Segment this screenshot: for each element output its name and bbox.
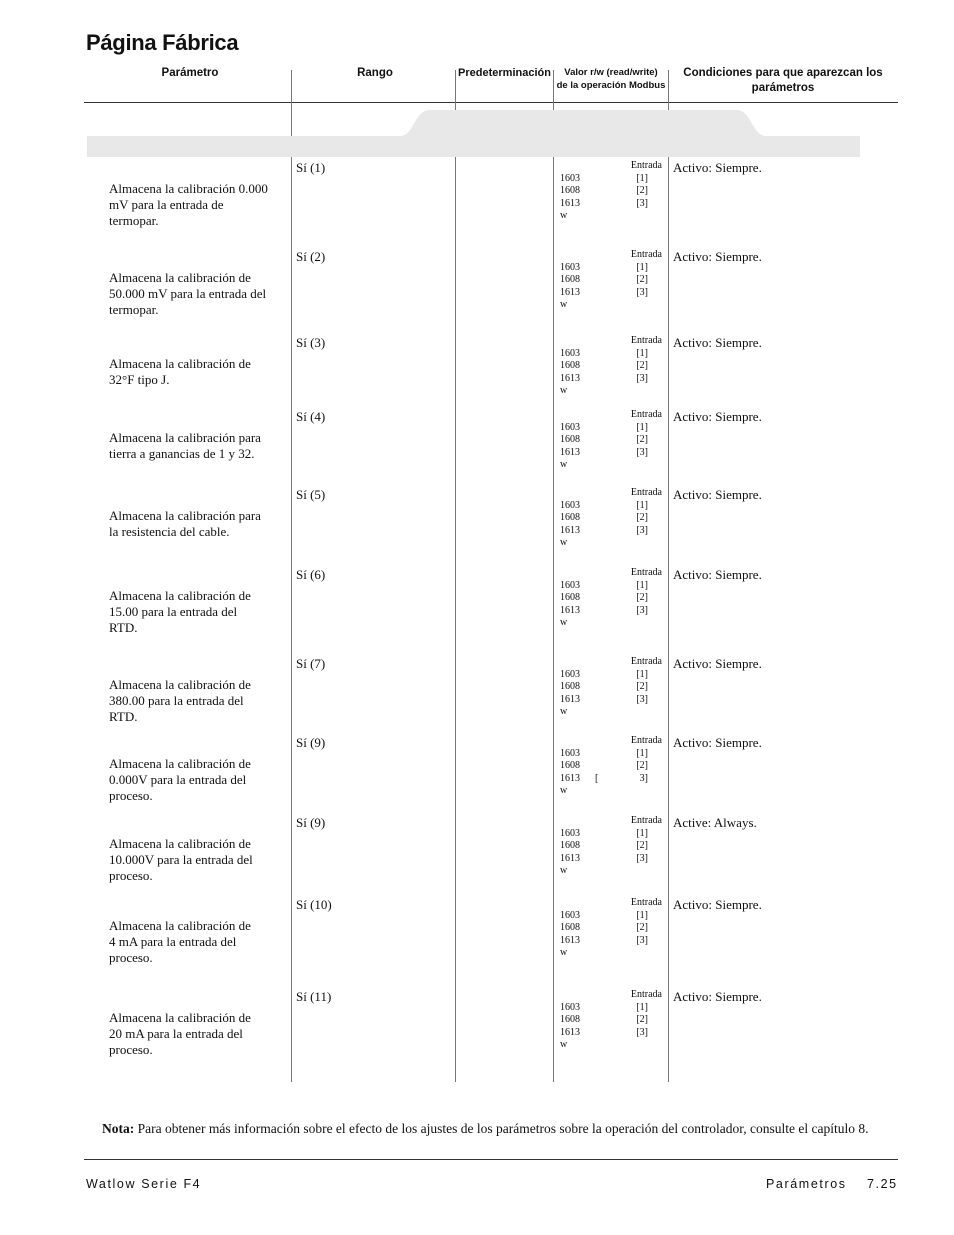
description-line: 4 mA para la entrada del [109, 934, 237, 949]
modbus-register-address: 1603 [560, 747, 580, 759]
modbus-register-row [560, 592, 648, 605]
modbus-register-row [560, 500, 648, 513]
range-value: Sí (10) [296, 897, 332, 912]
display-condition: Activo: Siempre. [673, 897, 762, 912]
description-line: Almacena la calibración de [109, 756, 251, 771]
modbus-input-index: [3] [636, 446, 648, 458]
display-condition: Activo: Siempre. [673, 656, 762, 671]
display-condition: Activo: Siempre. [673, 487, 762, 502]
footer-section: Parámetros [766, 1177, 847, 1191]
description-line: Almacena la calibración para [109, 508, 261, 523]
modbus-input-index: [3] [636, 524, 648, 536]
modbus-values [560, 656, 662, 716]
modbus-entrada-label: Entrada [630, 335, 662, 346]
modbus-stray-bracket: [ [595, 772, 599, 784]
modbus-register-address: 1608 [560, 922, 580, 933]
modbus-input-index: [3] [636, 604, 648, 616]
modbus-input-index: [2] [636, 760, 648, 771]
modbus-register-address: 1613 [560, 524, 580, 536]
modbus-register-row [560, 840, 648, 853]
display-condition: Activo: Siempre. [673, 567, 762, 582]
modbus-register-row [560, 434, 648, 447]
modbus-register-address: 1603 [560, 347, 580, 359]
modbus-entrada-label: Entrada [630, 160, 662, 171]
modbus-register-row [560, 828, 648, 841]
modbus-rw-flag: w [560, 537, 568, 548]
header-parametro: Parámetro [161, 67, 219, 79]
modbus-register-row [560, 694, 648, 707]
description-line: Almacena la calibración de [109, 918, 251, 933]
modbus-register-address: 1603 [560, 172, 580, 184]
display-condition: Activo: Siempre. [673, 409, 762, 424]
modbus-register-row [560, 262, 648, 275]
modbus-entrada-label: Entrada [630, 897, 662, 908]
modbus-register-address: 1613 [560, 197, 580, 209]
modbus-input-index: 3] [639, 772, 648, 784]
modbus-register-row [560, 287, 648, 300]
modbus-input-index: [1] [636, 747, 648, 759]
parameter-description [109, 588, 291, 636]
modbus-register-row [560, 853, 648, 866]
modbus-rw-flag: w [560, 1039, 568, 1050]
modbus-register-row [560, 773, 648, 786]
modbus-rw-flag: w [560, 385, 568, 396]
modbus-input-index: [1] [636, 261, 648, 273]
description-line: Almacena la calibración para [109, 430, 261, 445]
display-condition: Activo: Siempre. [673, 160, 762, 175]
modbus-register-address: 1608 [560, 274, 580, 285]
modbus-input-index: [2] [636, 360, 648, 371]
modbus-input-index: [1] [636, 421, 648, 433]
modbus-input-index: [3] [636, 693, 648, 705]
header-modbus-line-1: Valor r/w (read/write) [564, 67, 658, 78]
range-value: Sí (3) [296, 335, 326, 350]
modbus-input-index: [1] [636, 668, 648, 680]
modbus-register-address: 1608 [560, 360, 580, 371]
modbus-rw-flag: w [560, 459, 568, 470]
description-line: termopar. [109, 302, 159, 317]
modbus-input-index: [1] [636, 347, 648, 359]
parameter-description [109, 508, 291, 540]
modbus-rw-flag: w [560, 785, 568, 796]
description-line: tierra a ganancias de 1 y 32. [109, 446, 255, 461]
section-tab [400, 110, 766, 136]
modbus-register-row [560, 922, 648, 935]
modbus-values [560, 335, 662, 395]
modbus-input-index: [3] [636, 286, 648, 298]
modbus-entrada-label: Entrada [630, 409, 662, 420]
range-value: Sí (9) [296, 815, 326, 830]
modbus-input-index: [1] [636, 172, 648, 184]
modbus-register-address: 1603 [560, 668, 580, 680]
modbus-values [560, 897, 662, 957]
note-text: Para obtener más información sobre el efecto de los ajustes de los parámetros sobre la operación del controlador, consulte el capítulo 8. [134, 1121, 869, 1136]
display-condition: Active: Always. [673, 815, 757, 830]
header-modbus-line-2: de la operación Modbus [556, 80, 666, 91]
column-divider-2 [455, 70, 456, 1082]
modbus-register-row [560, 1002, 648, 1015]
modbus-register-row [560, 935, 648, 948]
header-condiciones-line-1: Condiciones para que aparezcan los [683, 67, 883, 79]
description-line: 0.000V para la entrada del [109, 772, 247, 787]
header-predeterminacion: Predeterminación [458, 67, 551, 79]
footer-page-number: 7.25 [867, 1177, 898, 1191]
modbus-values [560, 567, 662, 627]
header-modbus [554, 66, 668, 92]
modbus-rw-flag: w [560, 617, 568, 628]
modbus-input-index: [1] [636, 1001, 648, 1013]
modbus-register-address: 1603 [560, 579, 580, 591]
description-line: Almacena la calibración de [109, 1010, 251, 1025]
description-line: 15.00 para la entrada del [109, 604, 238, 619]
section-band [87, 136, 860, 157]
column-divider-3 [553, 70, 554, 1082]
modbus-input-index: [2] [636, 185, 648, 196]
modbus-input-index: [2] [636, 434, 648, 445]
modbus-input-index: [2] [636, 512, 648, 523]
description-line: termopar. [109, 213, 159, 228]
modbus-register-address: 1603 [560, 909, 580, 921]
range-value: Sí (6) [296, 567, 326, 582]
modbus-register-address: 1613 [560, 693, 580, 705]
modbus-entrada-label: Entrada [630, 249, 662, 260]
description-line: Almacena la calibración de [109, 588, 251, 603]
modbus-register-address: 1603 [560, 1001, 580, 1013]
range-value: Sí (4) [296, 409, 326, 424]
range-value: Sí (7) [296, 656, 326, 671]
description-line: 50.000 mV para la entrada del [109, 286, 267, 301]
description-line: 10.000V para la entrada del [109, 852, 253, 867]
modbus-input-index: [2] [636, 274, 648, 285]
modbus-register-row [560, 185, 648, 198]
modbus-input-index: [2] [636, 592, 648, 603]
modbus-input-index: [2] [636, 1014, 648, 1025]
modbus-input-index: [2] [636, 922, 648, 933]
range-value: Sí (5) [296, 487, 326, 502]
description-line: Almacena la calibración de [109, 836, 251, 851]
modbus-register-address: 1608 [560, 681, 580, 692]
header-rule [84, 102, 898, 103]
parameter-description [109, 356, 291, 388]
parameter-description [109, 918, 291, 966]
modbus-register-address: 1603 [560, 261, 580, 273]
modbus-values [560, 815, 662, 875]
header-condiciones-line-2: parámetros [751, 82, 815, 94]
modbus-register-row [560, 681, 648, 694]
modbus-input-index: [3] [636, 1026, 648, 1038]
header-rango: Rango [357, 67, 393, 79]
modbus-register-row [560, 580, 648, 593]
modbus-input-index: [3] [636, 934, 648, 946]
parameter-description [109, 1010, 291, 1058]
modbus-input-index: [1] [636, 827, 648, 839]
modbus-register-row [560, 1027, 648, 1040]
description-line: la resistencia del cable. [109, 524, 230, 539]
footer-rule [84, 1159, 898, 1160]
range-value: Sí (9) [296, 735, 326, 750]
modbus-values [560, 160, 662, 220]
modbus-entrada-label: Entrada [630, 656, 662, 667]
description-line: proceso. [109, 868, 153, 883]
parameter-description [109, 270, 291, 318]
modbus-register-address: 1613 [560, 372, 580, 384]
description-line: RTD. [109, 620, 138, 635]
header-condiciones [670, 66, 896, 96]
description-line: Almacena la calibración 0.000 [109, 181, 268, 196]
modbus-register-address: 1613 [560, 286, 580, 298]
display-condition: Activo: Siempre. [673, 249, 762, 264]
modbus-register-row [560, 373, 648, 386]
modbus-values [560, 409, 662, 469]
description-line: 380.00 para la entrada del [109, 693, 244, 708]
modbus-register-row [560, 348, 648, 361]
description-line: proceso. [109, 1042, 153, 1057]
modbus-register-row [560, 198, 648, 211]
parameter-description [109, 836, 291, 884]
column-divider-1 [291, 70, 292, 1082]
modbus-entrada-label: Entrada [630, 989, 662, 1000]
description-line: Almacena la calibración de [109, 677, 251, 692]
modbus-rw-flag: w [560, 947, 568, 958]
modbus-input-index: [3] [636, 197, 648, 209]
modbus-values [560, 487, 662, 547]
column-divider-4 [668, 70, 669, 1082]
range-value: Sí (2) [296, 249, 326, 264]
modbus-register-address: 1608 [560, 434, 580, 445]
modbus-entrada-label: Entrada [630, 567, 662, 578]
modbus-register-row [560, 173, 648, 186]
modbus-input-index: [1] [636, 909, 648, 921]
modbus-register-row [560, 422, 648, 435]
modbus-input-index: [1] [636, 579, 648, 591]
range-value: Sí (11) [296, 989, 332, 1004]
modbus-register-address: 1608 [560, 185, 580, 196]
modbus-register-address: 1608 [560, 512, 580, 523]
display-condition: Activo: Siempre. [673, 735, 762, 750]
range-value: Sí (1) [296, 160, 326, 175]
note-paragraph [86, 1120, 886, 1137]
modbus-register-address: 1613 [560, 852, 580, 864]
modbus-register-row [560, 1014, 648, 1027]
modbus-input-index: [3] [636, 372, 648, 384]
modbus-input-index: [2] [636, 681, 648, 692]
modbus-values [560, 735, 662, 795]
description-line: RTD. [109, 709, 138, 724]
display-condition: Activo: Siempre. [673, 335, 762, 350]
modbus-register-address: 1613 [560, 772, 580, 784]
modbus-register-row [560, 748, 648, 761]
description-line: mV para la entrada de [109, 197, 224, 212]
modbus-register-address: 1603 [560, 499, 580, 511]
display-condition: Activo: Siempre. [673, 989, 762, 1004]
modbus-register-row [560, 669, 648, 682]
modbus-register-row [560, 525, 648, 538]
modbus-register-row [560, 605, 648, 618]
modbus-entrada-label: Entrada [630, 815, 662, 826]
parameter-description [109, 430, 291, 462]
modbus-register-row [560, 360, 648, 373]
modbus-register-address: 1613 [560, 604, 580, 616]
modbus-rw-flag: w [560, 865, 568, 876]
parameter-description [109, 756, 291, 804]
parameter-description [109, 677, 291, 725]
modbus-register-address: 1613 [560, 934, 580, 946]
footer-product: Watlow Serie F4 [86, 1177, 202, 1191]
modbus-entrada-label: Entrada [630, 735, 662, 746]
modbus-rw-flag: w [560, 299, 568, 310]
description-line: proceso. [109, 788, 153, 803]
modbus-register-address: 1608 [560, 1014, 580, 1025]
modbus-register-row [560, 760, 648, 773]
modbus-register-address: 1613 [560, 446, 580, 458]
description-line: 20 mA para la entrada del [109, 1026, 243, 1041]
note-label: Nota: [102, 1121, 135, 1136]
modbus-register-address: 1608 [560, 840, 580, 851]
description-line: Almacena la calibración de [109, 356, 251, 371]
page-title: Página Fábrica [86, 30, 239, 55]
modbus-rw-flag: w [560, 210, 568, 221]
modbus-register-address: 1603 [560, 827, 580, 839]
parameter-description [109, 181, 291, 229]
modbus-input-index: [1] [636, 499, 648, 511]
modbus-values [560, 249, 662, 309]
modbus-input-index: [2] [636, 840, 648, 851]
modbus-register-row [560, 447, 648, 460]
modbus-rw-flag: w [560, 706, 568, 717]
modbus-values [560, 989, 662, 1049]
modbus-register-address: 1603 [560, 421, 580, 433]
modbus-register-row [560, 910, 648, 923]
modbus-entrada-label: Entrada [630, 487, 662, 498]
modbus-register-row [560, 274, 648, 287]
modbus-register-address: 1613 [560, 1026, 580, 1038]
modbus-register-address: 1608 [560, 760, 580, 771]
description-line: proceso. [109, 950, 153, 965]
modbus-register-row [560, 512, 648, 525]
modbus-register-address: 1608 [560, 592, 580, 603]
description-line: 32°F tipo J. [109, 372, 170, 387]
description-line: Almacena la calibración de [109, 270, 251, 285]
modbus-input-index: [3] [636, 852, 648, 864]
